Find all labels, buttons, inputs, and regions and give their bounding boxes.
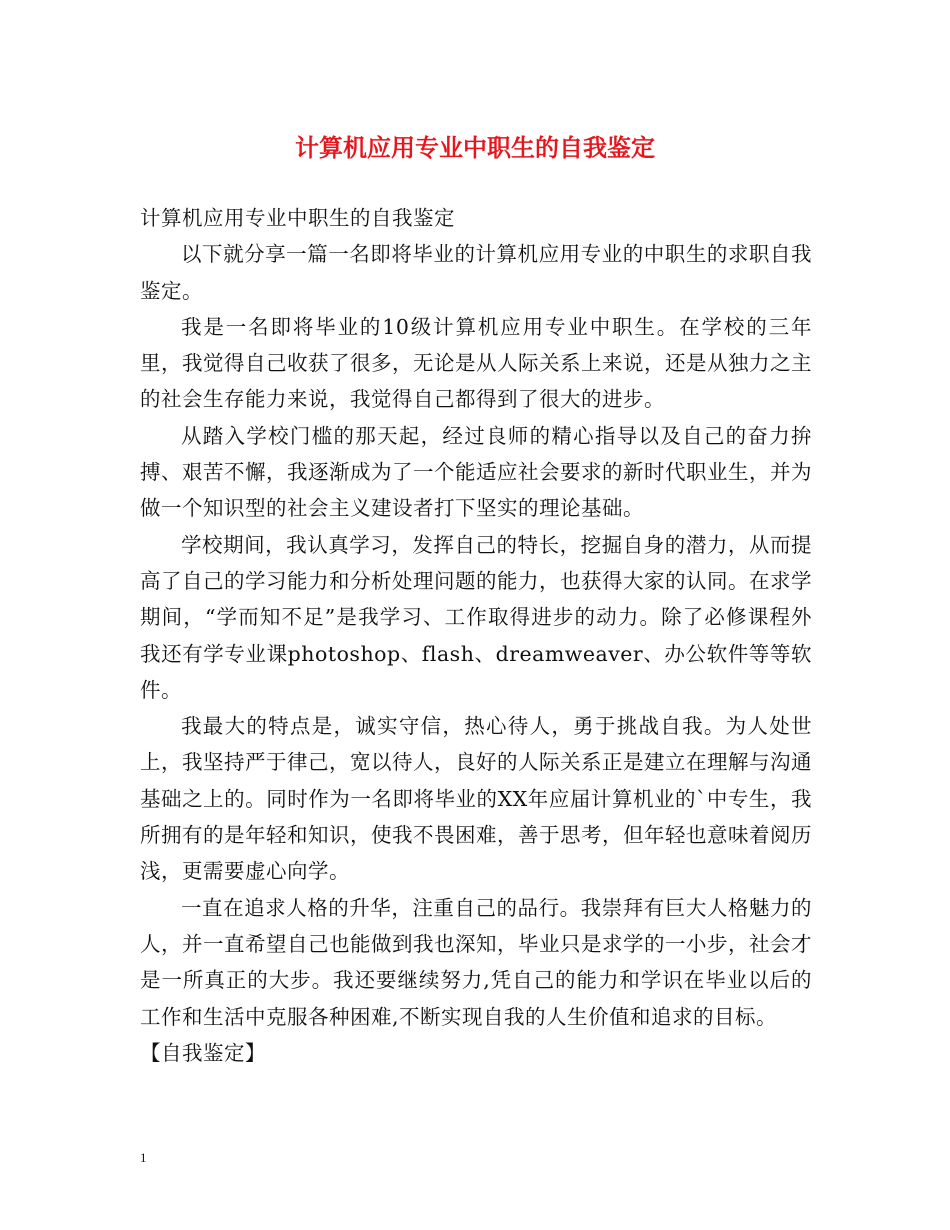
paragraph-study: 学校期间，我认真学习，发挥自己的特长，挖掘自身的潜力，从而提高了自己的学习能力和分析处理问题的能力，也获得大家的认同。在求学期间，“学而知不足”是我学习、工作取得进步的动力。除了必修课程外我还有学专业课photoshop、flash、dreamweaver、办公软件等等软件。 [140, 532, 812, 702]
paragraph-school-entry: 从踏入学校门槛的那天起，经过良师的精心指导以及自己的奋力拚搏、艰苦不懈，我逐渐成为了一个能适应社会要求的新时代职业生，并为做一个知识型的社会主义建设者打下坚实的理论基础。 [140, 423, 812, 521]
document-body [140, 200, 812, 1071]
paragraph-goals: 一直在追求人格的升华，注重自己的品行。我崇拜有巨大人格魅力的人，并一直希望自己也能做到我也深知，毕业只是求学的一小步，社会才是一所真正的大步。我还要继续努力,凭自己的能力和学识在毕业以后的工作和生活中克服各种困难,不断实现自我的人生价值和追求的目标。 [140, 895, 812, 1029]
paragraph-self-introduction: 我是一名即将毕业的10级计算机应用专业中职生。在学校的三年里，我觉得自己收获了很多，无论是从人际关系上来说，还是从独力之主的社会生存能力来说，我觉得自己都得到了很大的进步。 [140, 314, 812, 412]
paragraph-intro: 以下就分享一篇一名即将毕业的计算机应用专业的中职生的求职自我鉴定。 [140, 242, 812, 303]
section-heading: 【自我鉴定】 [140, 1040, 266, 1065]
paragraph-character: 我最大的特点是，诚实守信，热心待人，勇于挑战自我。为人处世上，我坚持严于律己，宽以待人，良好的人际关系正是建立在理解与沟通基础之上的。同时作为一名即将毕业的XX年应届计算机业的`中专生，我所拥有的是年轻和知识，使我不畏困难，善于思考，但年轻也意味着阅历浅，更需要虚心向学。 [140, 714, 812, 884]
page-number: 1 [140, 1150, 147, 1165]
document-title: 计算机应用专业中职生的自我鉴定 [295, 133, 655, 162]
document-subtitle: 计算机应用专业中职生的自我鉴定 [140, 206, 455, 230]
